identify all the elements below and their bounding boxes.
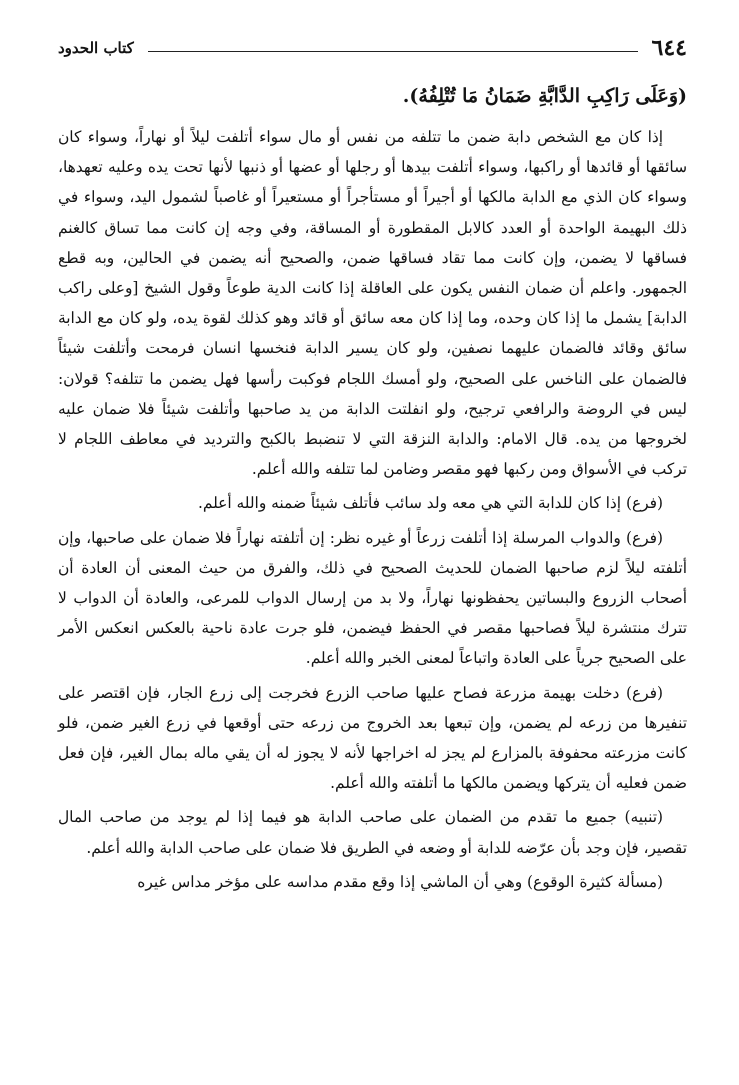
header-rule [148,51,638,52]
far-paragraph-walad: (فرع) إذا كان للدابة التي هي معه ولد سائب فأتلف شيئاً ضمنه والله أعلم. [197,494,663,513]
commentary-paragraph: إذا كان مع الشخص دابة ضمن ما تتلفه من نفس أو مال سواء أتلفت ليلاً أو نهاراً، وسواء كان سائقها أو قائدها أو راكبها، وسواء أتلفت بيدها أو رجلها أو عضها أو ذنبها لأنها تحت يده وعليه تعهدها، وسواء كان الذي مع الدابة مالكها أو أجيراً أو مستأجراً أو مستعيراً أو غاصباً لشمول اليد، وسواء في ذلك البهيمة الواحدة أو العدد كالابل المقطورة أو المساقة، وفي وجه إن كانت مما تساق كالغنم فساقها لا يضمن، وإن كانت مما تقاد فساقها ضمن، والصحيح أنه يضمن في الحالين، وبه قطع الجمهور. واعلم أن ضمان النفس يكون على العاقلة إذا كانت الدية طوعاً وقول الشيخ [وعلى راكب الدابة] يشمل ما إذا كان وحده، وما إذا كان معه سائق أو قائد وهو كذلك لقوة يده، ولو كان مع الدابة سائق وقائد فالضمان عليهما نصفين، ولو كان يسير الدابة فنخسها انسان فرمحت وأتلفت شيئاً فالضمان على الناخس على الصحيح، ولو أمسك اللجام فوكبت رأسها فهل يضمن ما تتلفه؟ قولان: ليس في الروضة والرافعي ترجيح، ولو انفلتت الدابة من يد صاحبها وأتلفت شيئاً فلا ضمان عليه لخروجها من يده. قال الامام: والدابة النزقة التي لا تنضبط بالكبح والترديد في معاطف اللجام لا تركب في الأسواق ومن ركبها فهو مقصر وضامن لما تتلفه والله أعلم. [58,128,687,479]
running-title: كتاب الحدود [58,39,134,57]
masala-paragraph: (مسألة كثيرة الوقوع) وهي أن الماشي إذا وقع مقدم مداسه على مؤخر مداس غيره [137,872,663,891]
far-paragraph-dawab: (فرع) والدواب المرسلة إذا أتلفت زرعاً أو غيره نظر: إن أتلفته نهاراً فلا ضمان على صاحبها، وإن أتلفته ليلاً لزم صاحبها الضمان للحديث الصحيح في ذلك، والفرق من حيث المعنى أن العادة أن أصحاب الزروع والبساتين يحفظونها نهاراً، ولا بد من إرسال الدواب للمرعى، والعادة أن الدواب لا تترك منتشرة ليلاً فصاحبها مقصر في الحفظ فيضمن، فلو جرت عادة ناحية بالعكس انعكس الأمر على الصحيح جرياً على العادة واتباعاً لمعنى الخبر والله أعلم. [58,528,687,668]
page-header [58,30,687,66]
tanbih-paragraph: (تنبيه) جميع ما تقدم من الضمان على صاحب الدابة هو فيما إذا لم يوجد من صاحب المال تقصير، فإن وجد بأن عرّضه للدابة أو وضعه في الطريق فلا ضمان على صاحب الدابة والله أعلم. [58,808,687,857]
matn-text: (وَعَلَى رَاكِبِ الدَّابَّةِ ضَمَانُ مَا تُتْلِفُهُ). [402,85,687,107]
far-paragraph-mazraa: (فرع) دخلت بهيمة مزرعة فصاح عليها صاحب الزرع فخرجت إلى زرع الجار، فإن اقتصر على تنفيرها من زرعه لم يضمن، وإن تبعها بعد الخروج من زرعه حتى أوقعها في زرع الغير ضمن، فلو كانت مزرعته محفوفة بالمزارع لم يجز له اخراجها لأنه لا يجوز له أن يقي ماله بمال الغير، فإن فعل ضمن فعليه أن يتركها ويضمن مالكها ما أتلفته والله أعلم. [58,683,687,793]
page-number: ٦٤٤ [651,35,687,61]
